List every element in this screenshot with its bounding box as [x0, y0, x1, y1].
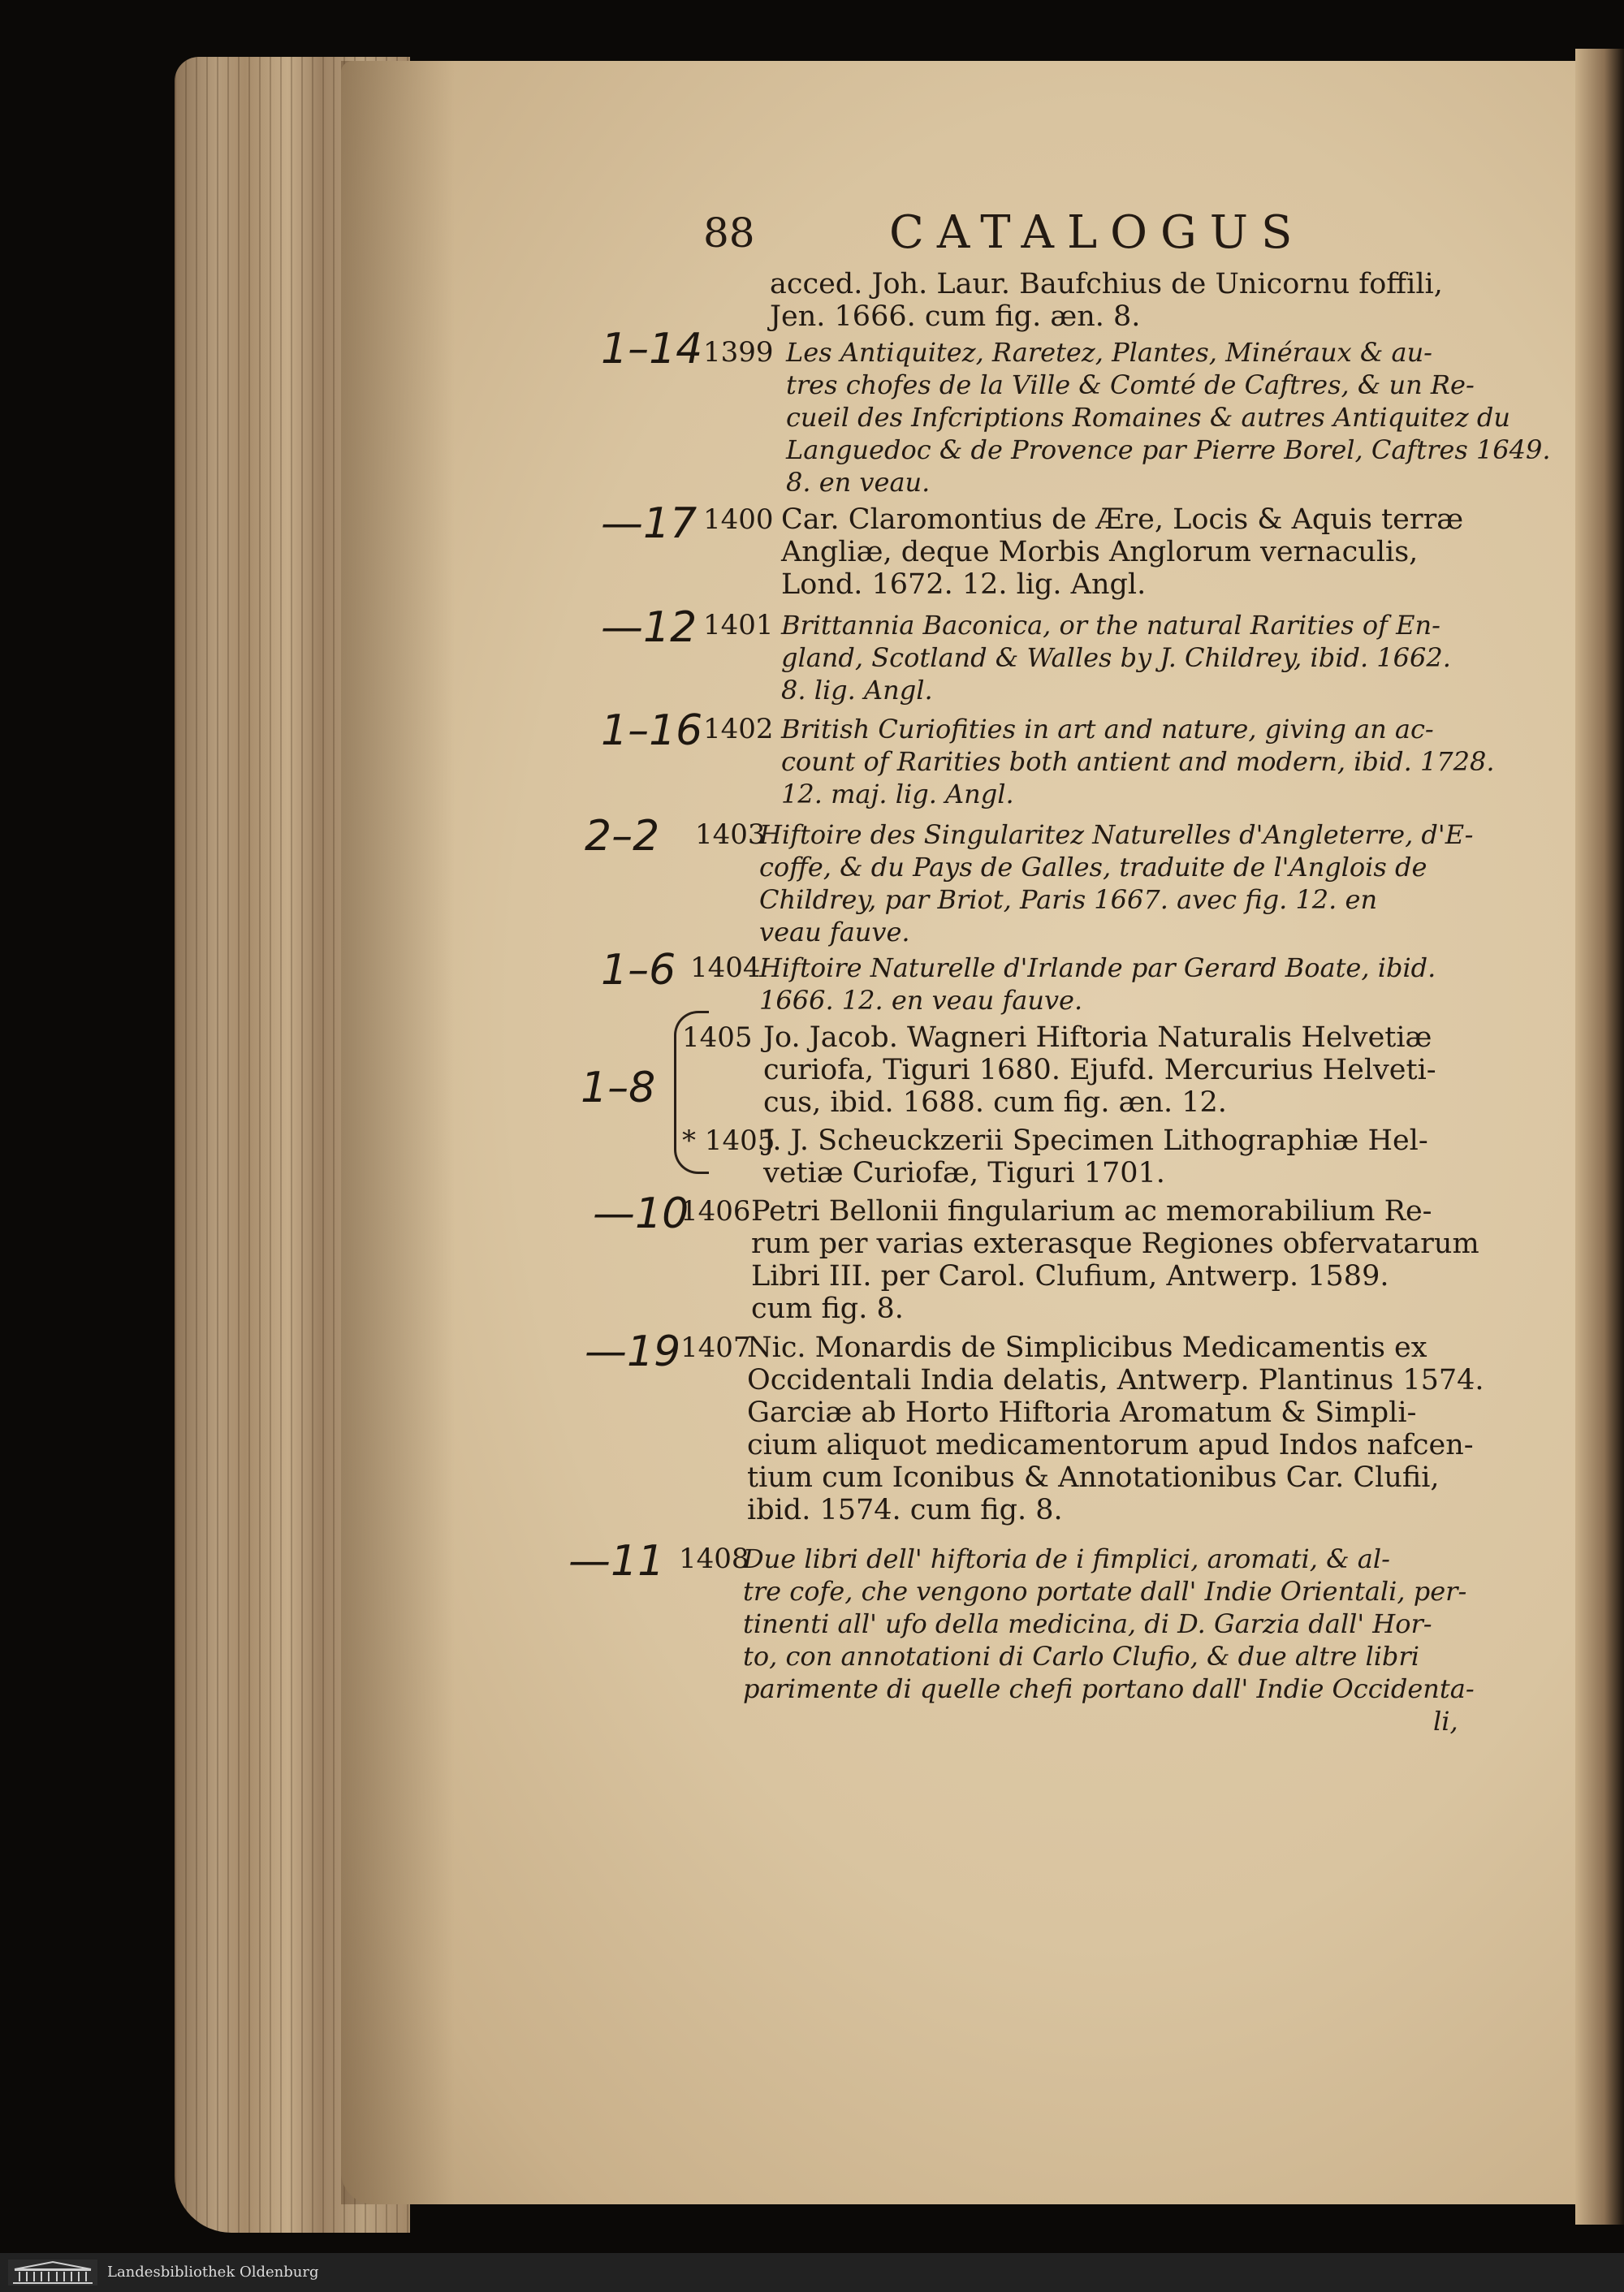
entry-text [781, 503, 1463, 601]
entry-line: tinenti all' ufo della medicina, di D. Garzia dall' Hor- [743, 1608, 1432, 1639]
entry-line: 1666. 12. en veau fauve. [759, 985, 1083, 1016]
entry-text [763, 1124, 1428, 1189]
entry-line: cium aliquot medicamentorum apud Indos nafcen- [747, 1429, 1474, 1461]
library-building-icon [8, 2260, 97, 2286]
lot-number: 1405 [682, 1021, 753, 1054]
entry-line: parimente di quelle chefi portano dall' Indie Occidenta- [743, 1673, 1475, 1704]
entry-text [743, 1543, 1475, 1737]
entry-line: veau fauve. [759, 917, 910, 947]
entry-line: Occidentali India delatis, Antwerp. Plantinus 1574. [747, 1364, 1484, 1396]
entry-line: Childrey, par Briot, Paris 1667. avec fig. 12. en [759, 884, 1378, 915]
price-annotation: —17 [601, 499, 698, 548]
entry-line: li, [1433, 1706, 1458, 1737]
entry-text [781, 609, 1451, 706]
page-number: 88 [703, 209, 755, 257]
entry-line: British Curiofities in art and nature, giving an ac- [781, 714, 1434, 745]
price-annotation: 1–6 [601, 946, 676, 995]
price-annotation: —12 [601, 603, 698, 652]
entry-line: tre cofe, che vengono portate dall' Indie Orientali, per- [743, 1576, 1467, 1607]
entry-line: Les Antiquitez, Raretez, Plantes, Minéraux & au- [786, 337, 1432, 368]
entry-line: gland, Scotland & Walles by J. Childrey, ibid. 1662. [781, 642, 1451, 673]
lot-number: 1399 [703, 336, 774, 369]
entry-line: Jen. 1666. cum fig. æn. 8. [770, 300, 1141, 333]
entry-text [751, 1195, 1479, 1325]
entry-text [781, 713, 1495, 810]
entry-text [763, 1021, 1436, 1119]
entry-line: tium cum Iconibus & Annotationibus Car. Clufii, [747, 1461, 1440, 1494]
entry-text [759, 952, 1436, 1017]
page-shadow [341, 61, 455, 2204]
price-annotation: 2–2 [585, 812, 660, 861]
entry-line: coffe, & du Pays de Galles, traduite de l'Anglois de [759, 852, 1427, 883]
lot-number: 1402 [703, 713, 774, 745]
lot-number: 1408 [679, 1543, 749, 1575]
running-title: CATALOGUS [889, 206, 1306, 259]
lot-number: * 1405 [682, 1124, 775, 1157]
entry-line: Angliæ, deque Morbis Anglorum vernaculis, [781, 536, 1419, 568]
footer-bar [0, 2253, 1624, 2292]
entry-line: Nic. Monardis de Simplicibus Medicamentis ex [747, 1332, 1427, 1364]
entry-line: 12. maj. lig. Angl. [781, 779, 1014, 809]
price-annotation: 1–16 [601, 706, 703, 755]
price-annotation: 1–14 [601, 325, 703, 373]
entry-line: Garciæ ab Horto Hiftoria Aromatum & Simpli- [747, 1396, 1417, 1429]
price-annotation: —10 [593, 1189, 689, 1238]
entry-line: curiofa, Tiguri 1680. Ejufd. Mercurius Helveti- [763, 1054, 1436, 1086]
entry-line: rum per varias exterasque Regiones obfervatarum [751, 1228, 1479, 1260]
library-name: Landesbibliothek Oldenburg [107, 2264, 319, 2281]
entry-line: Lond. 1672. 12. lig. Angl. [781, 568, 1147, 601]
entry-line: ibid. 1574. cum fig. 8. [747, 1494, 1063, 1526]
lot-number: 1404 [690, 952, 761, 984]
entry-text [786, 336, 1551, 499]
entry-line: to, con annotationi di Carlo Clufio, & due altre libri [743, 1641, 1419, 1672]
entry-text [747, 1332, 1484, 1526]
lot-number: 1407 [680, 1332, 751, 1364]
price-annotation: —11 [568, 1537, 665, 1586]
entry-line: cueil des Infcriptions Romaines & autres Antiquitez du [786, 402, 1510, 433]
entry-line: Languedoc & de Provence par Pierre Borel, Caftres 1649. [786, 434, 1551, 465]
entry-text [759, 818, 1473, 948]
price-annotation: —19 [585, 1327, 681, 1376]
entry-continuation [770, 268, 1443, 333]
entry-line: J. J. Scheuckzerii Specimen Lithographiæ Hel- [763, 1124, 1428, 1157]
entry-line: cum fig. 8. [751, 1293, 904, 1325]
entry-line: Hiftoire Naturelle d'Irlande par Gerard Boate, ibid. [759, 952, 1436, 983]
entry-line: cus, ibid. 1688. cum fig. æn. 12. [763, 1086, 1227, 1119]
entry-line: Brittannia Baconica, or the natural Rarities of En- [781, 610, 1440, 641]
entry-line: count of Rarities both antient and modern, ibid. 1728. [781, 746, 1495, 777]
entry-line: acced. Joh. Laur. Baufchius de Unicornu foffili, [770, 268, 1443, 300]
entry-line: 8. lig. Angl. [781, 675, 933, 706]
entry-line: Car. Claromontius de Ære, Locis & Aquis terræ [781, 503, 1464, 536]
price-annotation: 1–8 [581, 1064, 656, 1112]
book-gutter [1575, 49, 1624, 2225]
lot-number: 1400 [703, 503, 774, 536]
lot-number: 1406 [680, 1195, 751, 1228]
lot-number: 1403 [695, 818, 766, 851]
entry-line: vetiæ Curiofæ, Tiguri 1701. [763, 1157, 1165, 1189]
entry-line: Hiftoire des Singularitez Naturelles d'Angleterre, d'E- [759, 819, 1474, 850]
entry-line: Libri III. per Carol. Clufium, Antwerp. 1589. [751, 1260, 1389, 1293]
entry-line: Petri Bellonii fingularium ac memorabilium Re- [751, 1195, 1432, 1228]
entry-line: Jo. Jacob. Wagneri Hiftoria Naturalis Helvetiæ [763, 1021, 1432, 1054]
entry-line: 8. en veau. [786, 467, 931, 498]
lot-number: 1401 [703, 609, 774, 641]
entry-line: tres chofes de la Ville & Comté de Caftres, & un Re- [786, 369, 1475, 400]
entry-line: Due libri dell' hiftoria de i fimplici, aromati, & al- [743, 1543, 1390, 1574]
